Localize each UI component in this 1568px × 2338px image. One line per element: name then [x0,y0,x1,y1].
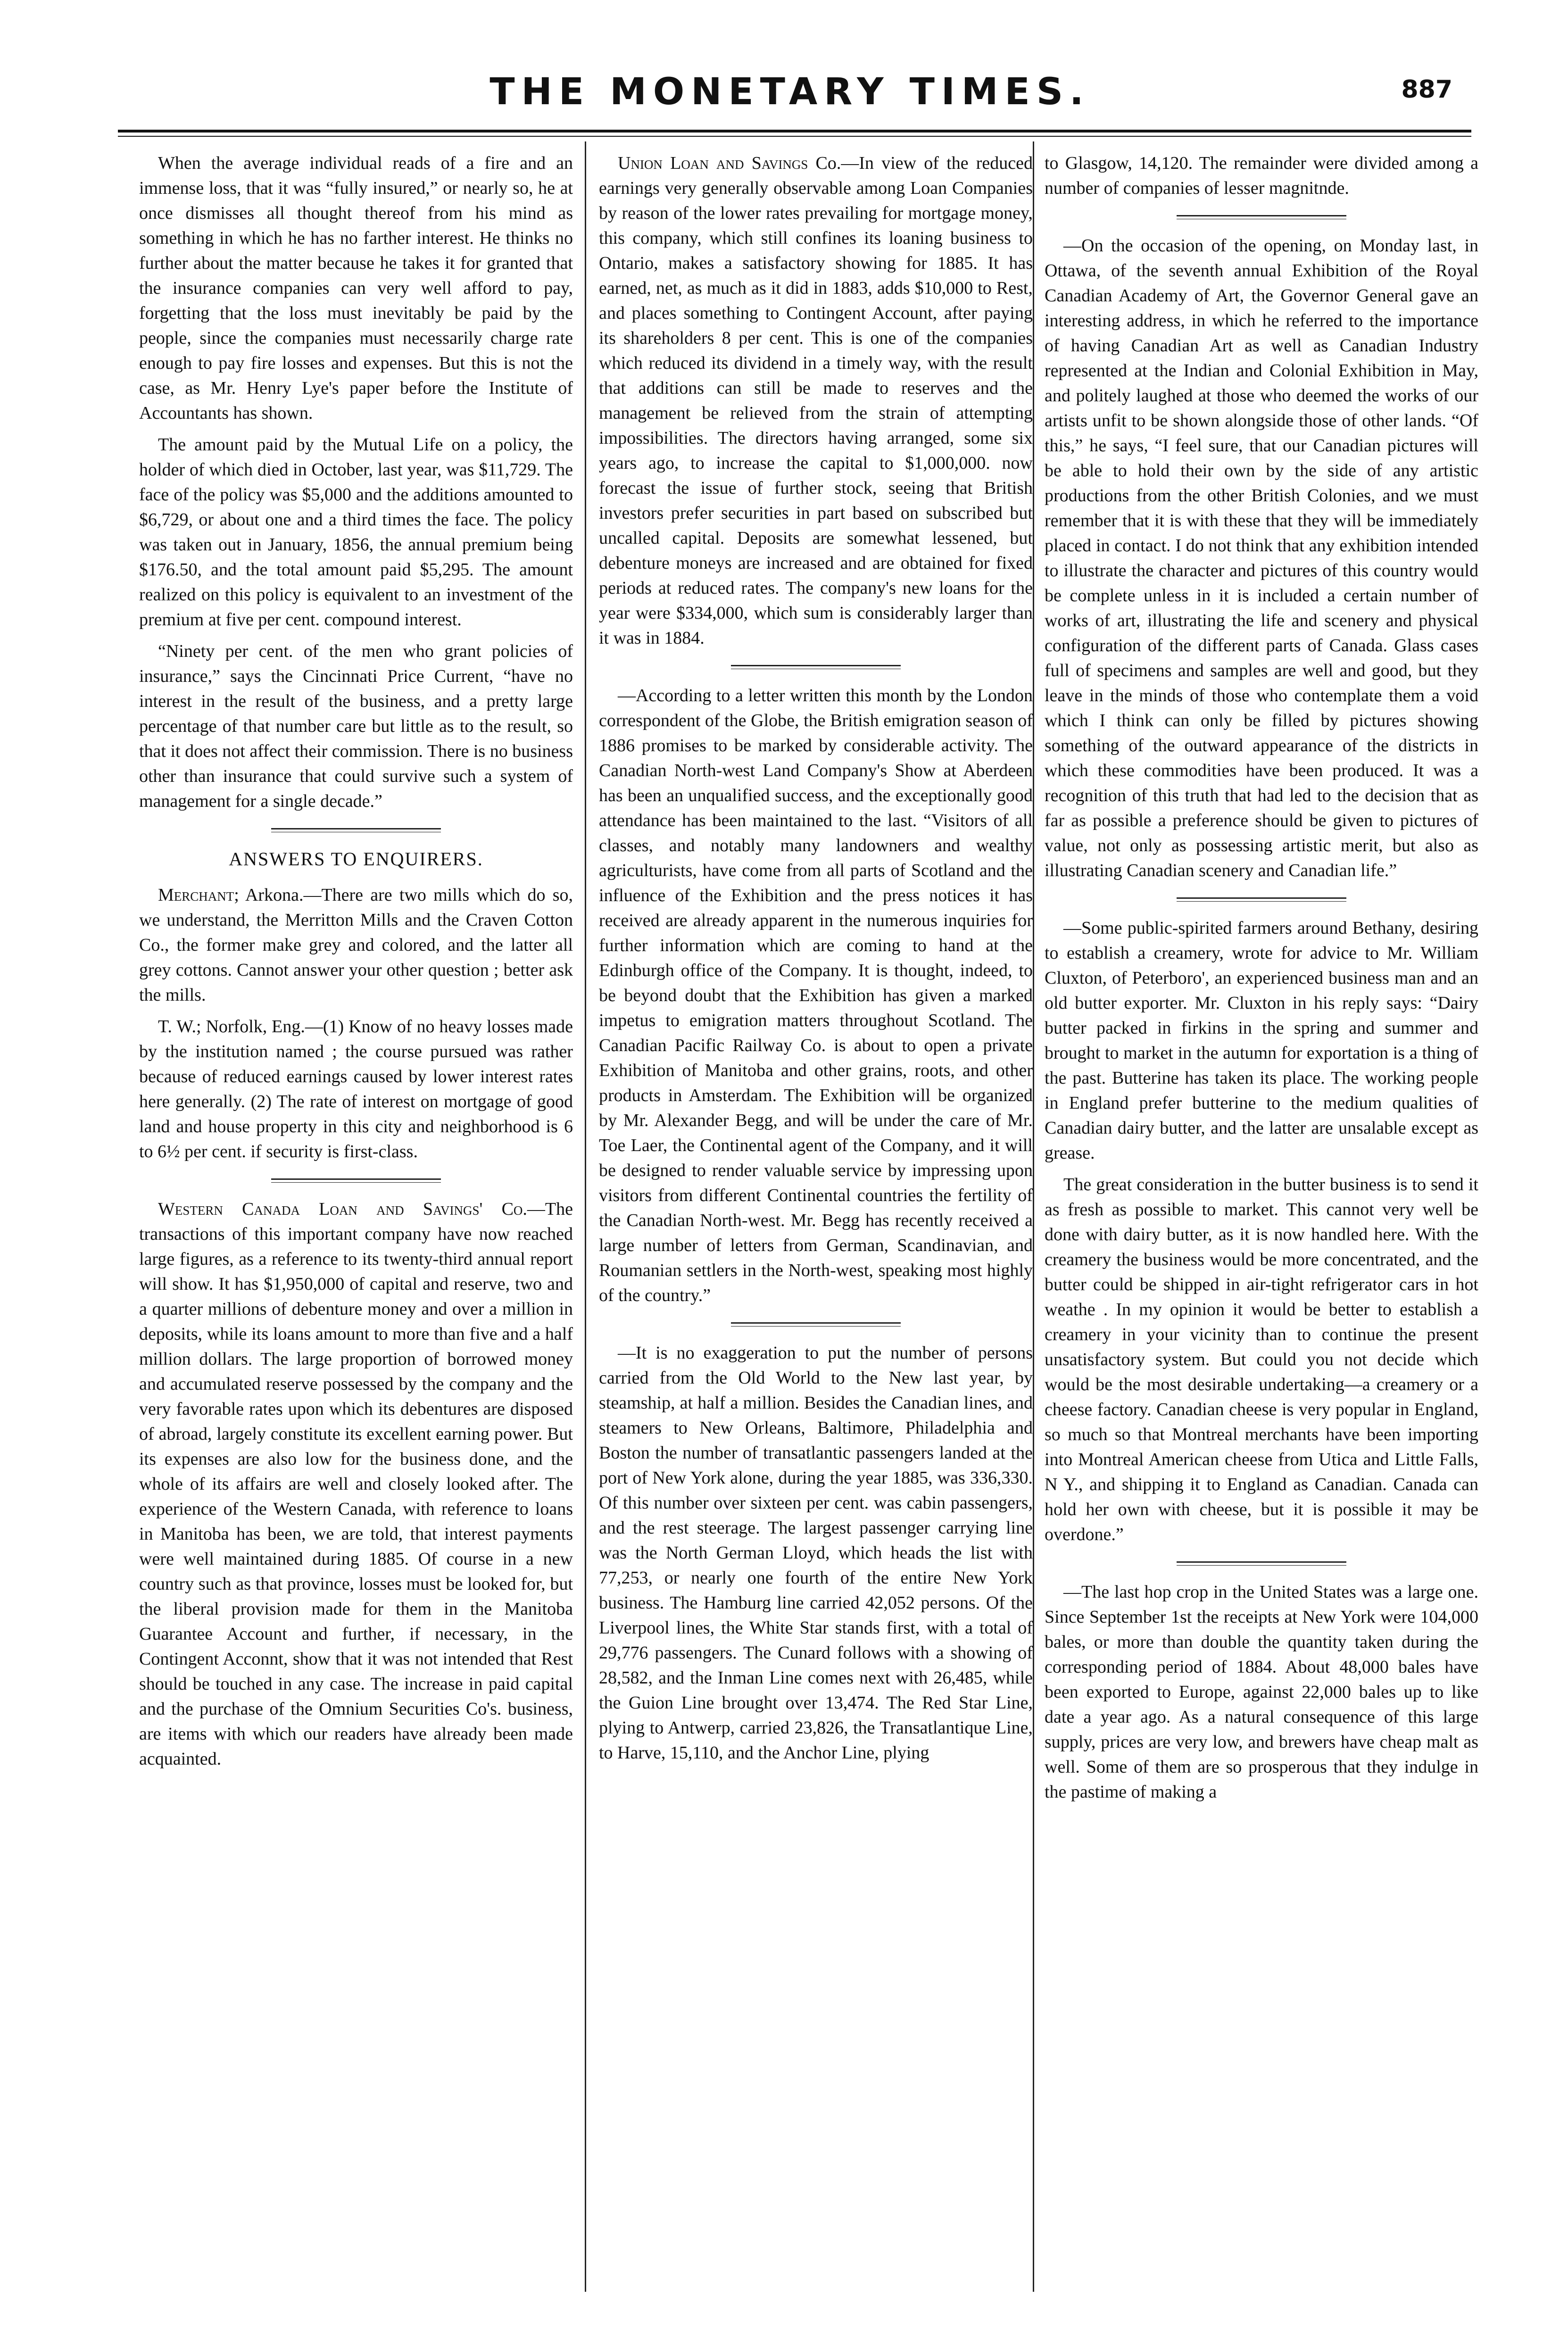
answer-merchant [139,883,573,1008]
header-rule [118,130,1471,133]
article-union-loan [599,151,1033,651]
answer-merchant-lead: Merchant [158,885,234,905]
header-rule-thin [118,136,1471,137]
column-2 [599,151,1033,2301]
section-heading-answers: ANSWERS TO ENQUIRERS. [229,848,483,870]
section-separator [271,1178,441,1183]
western-canada-text: —The transactions of this important company have now reached large figures, as a reference to its twenty-third annual report will show. It has $1,950,000 of capital and reserve, two and a quarter millions of debenture money and over a million in deposits, while its loans amount to more than five and a half million dollars. The large proportion of borrowed money and accumulated reserve possessed by the company and the very favorable rates upon which its debentures are disposed of abroad, largely constitute its excellent earning power. But its expenses are also low for the business done, and the whole of its affairs are well and closely looked after. The experience of the Western Canada, with reference to loans in Manitoba has been, we are told, that interest payments were well maintained during 1885. Of course in a new country such as that province, losses must be looked for, but the liberal provision made for them in the Manitoba Guarantee Account and further, if necessary, in the Contingent Acconnt, show that it was not intended that Rest should be touched in any case. The increase in paid capital and the purchase of the Omnium Securities Co's. business, are items with which our readers have already been made acquainted. [139,1199,573,1769]
article-emigration: —According to a letter written this month by the London correspondent of the Globe, the British emigration season of 1886 promises to be marked by considerable activity. The Canadian North-west Land Company's Show at Aberdeen has been an unqualified success, and the exceptionally good attendance has been maintained to the last. “Visitors of all classes, and notably many landowners and wealthy agriculturists, have come from all parts of Scotland and the influence of the Exhibition and the press notices it has received are already apparent in the numerous inquiries for further information which are coming to hand at the Edinburgh office of the Company. It is thought, indeed, to be beyond doubt that the Exhibition has given a marked impetus to emigration matters throughout Scotland. The Canadian Pacific Railway Co. is about to open a private Exhibition of Manitoba and other grains, roots, and other products in Amsterdam. The Exhibition will be organized by Mr. Alexander Begg, and will be under the care of Mr. Toe Laer, the Continental agent of the Company, and it will be designed to render valuable service by impressing upon visitors from different Continental countries the fertility of the Canadian North-west. Mr. Begg has recently received a large number of letters from German, Scandinavian, and Roumanian settlers in the North-west, speaking most highly of the country.” [599,686,1033,1305]
article-cincinnati-quote: “Ninety per cent. of the men who grant policies of insurance,” says the Cincinnati Price Current, “have no interest in the result of the business, and a pretty large percentage of that number care but little as to the result, so that it does not affect their commission. There is no business other than insurance that could survive such a system of management for a single decade.” [139,641,573,811]
article-creamery-cont: The great consideration in the butter business is to send it as fresh as possible to market. This cannot very well be done with dairy butter, as it is now handled here. With the creamery the business would be more concentrated, and the butter could be shipped in air-tight refrigerator cars in hot weathe . In my opinion it would be better to establish a creamery in your vicinity than to continue the present unsatisfactory system. But could you not decide which would be the most desirable undertaking—a creamery or a cheese factory. Canadian cheese is very popular in England, so much so that Montreal merchants have been importing into Montreal American cheese from Utica and Little Falls, N Y., and shipping it to England as Canadian. Canada can hold her own with cheese, but it is possible it may be overdone.” [1045,1175,1478,1544]
column-rule-1 [585,141,586,2292]
column-rule-2 [1033,141,1034,2292]
section-separator [1177,897,1346,902]
column-3 [1045,151,1478,2301]
article-mutual-life: The amount paid by the Mutual Life on a policy, the holder of which died in October, last year, was $11,729. The face of the policy was $5,000 and the additions amounted to $6,729, or about one and a third times the face. The policy was taken out in January, 1856, the annual premium being $176.50, and the total amount paid $5,295. The amount realized on this policy is equivalent to an investment of the premium at five per cent. compound interest. [139,435,573,630]
page-number: 887 [1401,75,1452,104]
article-art-exhibition: —On the occasion of the opening, on Monday last, in Ottawa, of the seventh annual Exhibition of the Royal Canadian Academy of Art, the Governor General gave an interesting address, in which he referred to the importance of having Canadian Art as well as Canadian Industry represented at the Indian and Colonial Exhibition in May, and politely laughed at those who deemed the works of our artists unfit to be shown alongside those of other lands. “Of this,” he says, “I feel sure, that our Canadian pictures will be able to hold their own by the side of any artistic productions from the other British Colonies, and we must remember that it is with these that they will be immediately placed in contact. I do not think that any exhibition intended to illustrate the character and pictures of this country would be complete unless in it is included a certain number of works of art, illustrating the life and scenery and physical configuration of the different parts of Canada. Glass cases full of specimens and samples are well and good, but they leave in the minds of those who contemplate them a void which I think can only be filled by pictures showing something of the outward appearance of the districts in which these commodities have been produced. It was a recognition of this truth that had led to the decision that as far as possible a preference should be given to pictures of value, not only as possessing artistic merit, but also as illustrating Canadian scenery and Canadian life.” [1045,236,1478,880]
section-separator [731,1322,901,1327]
column-1 [139,151,573,2301]
section-separator [271,828,441,832]
publication-title: THE MONETARY TIMES. [489,71,1090,113]
article-western-canada [139,1197,573,1772]
union-loan-lead: Union Loan and Savings [618,153,808,173]
article-creamery: —Some public-spirited farmers around Bethany, desiring to establish a creamery, wrote for advice to Mr. William Cluxton, of Peterboro', an experienced business man and an old butter exporter. Mr. Cluxton in his reply says: “Dairy butter packed in firkins in the spring and summer and brought to market in the autumn for exportation is a thing of the past. Butterine has taken its place. The working people in England prefer butterine to the medium qualities of Canadian dairy butter, and the latter are unsalable except as grease. [1045,918,1478,1163]
article-transatlantic: —It is no exaggeration to put the number of persons carried from the Old World to the New last year, by steamship, at half a million. Besides the Canadian lines, and steamers to New Orleans, Baltimore, Philadelphia and Boston the number of transatlantic passengers landed at the port of New York alone, during the year 1885, was 336,330. Of this number over sixteen per cent. was cabin passengers, and the rest steerage. The largest passenger carrying line was the North German Lloyd, which heads the list with 77,253, or nearly one fourth of the entire New York business. The Hamburg line carried 42,052 persons. Of the Liverpool lines, the White Star stands first, with a total of 29,776 passengers. The Cunard follows with a showing of 28,582, and the Inman Line comes next with 26,485, while the Guion Line brought over 13,474. The Red Star Line, plying to Antwerp, carried 23,826, the Transatlantique Line, to Harve, 15,110, and the Anchor Line, plying [599,1343,1033,1763]
article-fire-insurance: When the average individual reads of a fire and an immense loss, that it was “fully insured,” or nearly so, he at once dismisses all thought thereof from his mind as something in which he has no farther interest. He thinks no further about the matter because he takes it for granted that the insurance companies can very well afford to pay, forgetting that the loss must inevitably be paid by the people, since the companies must necessarily charge rate enough to pay fire losses and expenses. But this is not the case, as Mr. Henry Lye's paper before the Institute of Accountants has shown. [139,153,573,423]
section-separator [731,665,901,669]
section-separator [1177,215,1346,219]
article-hop-crop: —The last hop crop in the United States was a large one. Since September 1st the receipts at New York were 104,000 bales, or more than double the quantity taken during the corresponding period of 1884. About 48,000 bales have been exported to Europe, against 22,000 bales up to like date a year ago. As a natural consequence of this large supply, prices are very low, and brewers have cheap malt as well. Some of them are so prosperous that they indulge in the pastime of making a [1045,1582,1478,1802]
answer-tw-norfolk: T. W.; Norfolk, Eng.—(1) Know of no heavy losses made by the institution named ; the course pursued was rather because of reduced earnings caused by lower interest rates here generally. (2) The rate of interest on mortgage of good land and house property in this city and neighborhood is 6 to 6½ per cent. if security is first-class. [139,1017,573,1161]
western-canada-lead: Western Canada Loan and Savings' Co. [158,1199,527,1219]
article-transatlantic-cont: to Glasgow, 14,120. The remainder were divided among a number of companies of lesser magnitnde. [1045,153,1478,198]
section-separator [1177,1561,1346,1566]
answer-merchant-text: ; Arkona.—There are two mills which do so, we understand, the Merritton Mills and the Craven Cotton Co., the former make grey and colored, and the latter all grey cottons. Cannot answer your other question ; better ask the mills. [139,885,573,1005]
union-loan-text: Co.—In view of the reduced earnings very generally observable among Loan Companies by reason of the lower rates prevailing for mortgage money, this company, which still confines its loaning business to Ontario, makes a satisfactory showing for 1885. It has earned, net, as much as it did in 1883, adds $10,000 to Rest, and places something to Contingent Account, after paying its shareholders 8 per cent. This is one of the companies which reduced its dividend in a timely way, with the result that additions can still be made to reserves and the management be relieved from the strain of attempting impossibilities. The directors having arranged, some six years ago, to increase the capital to $1,000,000. now forecast the issue of further stock, seeing that British investors prefer securities in part based on subscribed but uncalled capital. Deposits are somewhat lessened, but debenture moneys are increased and are obtained for fixed periods at reduced rates. The company's new loans for the year were $334,000, which sum is considerably larger than it was in 1884. [599,153,1033,648]
masthead [108,71,1471,127]
